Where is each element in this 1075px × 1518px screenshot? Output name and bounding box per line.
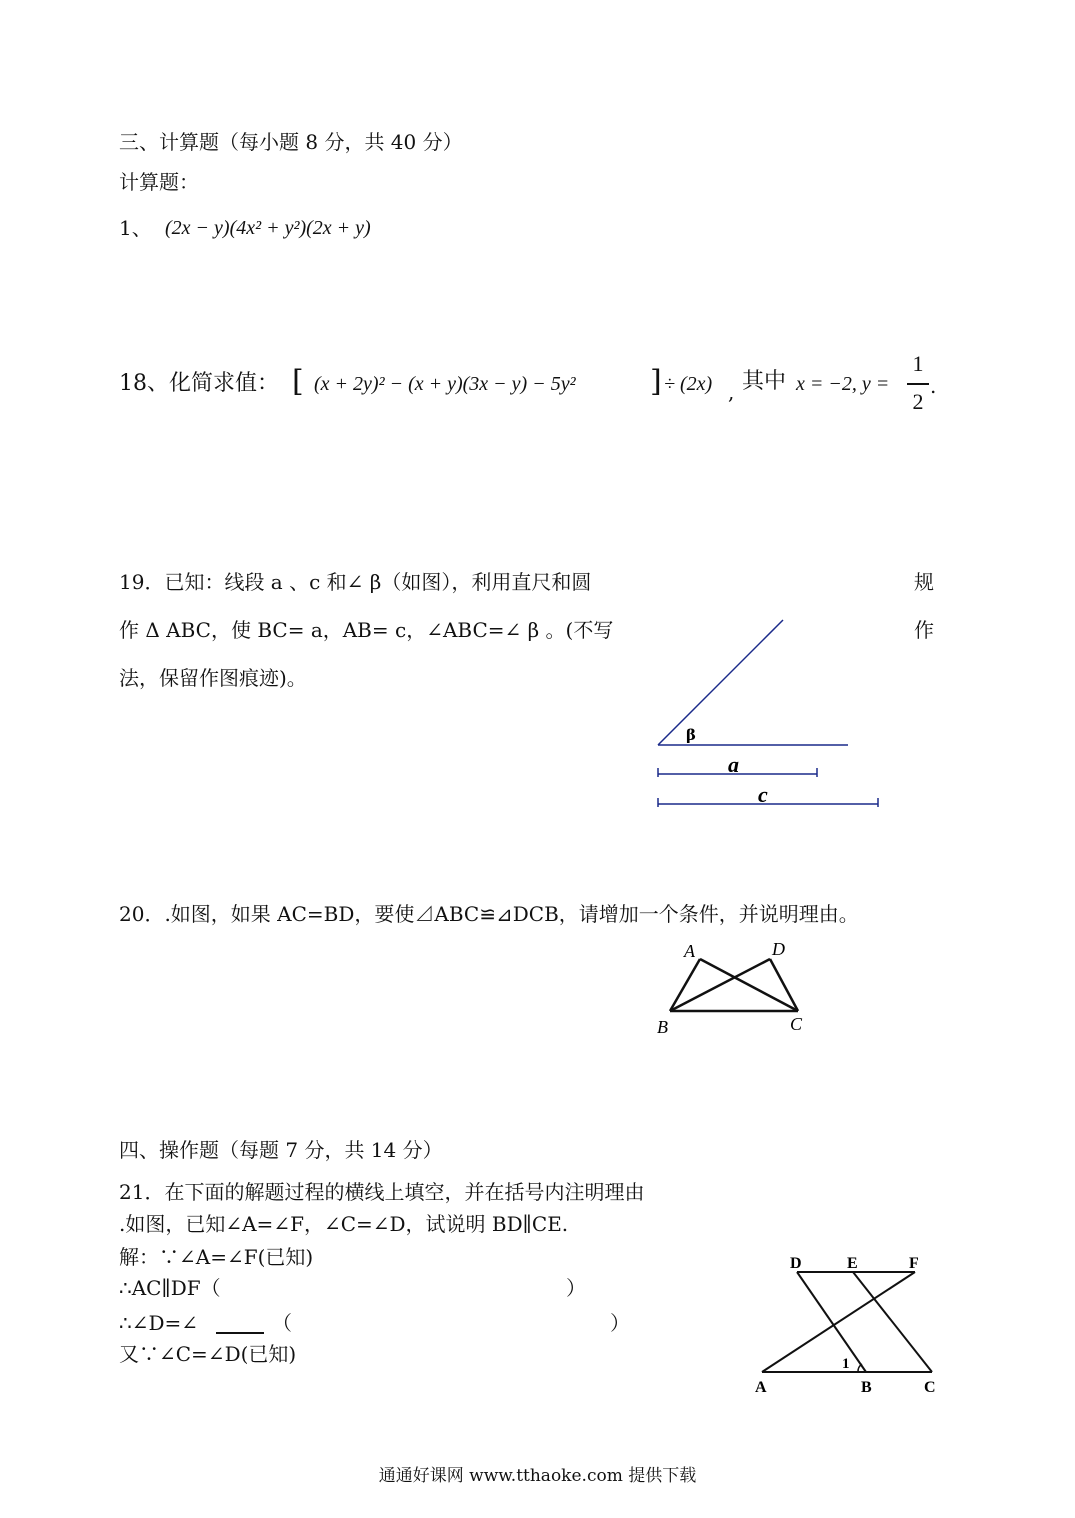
q21-line3: 解：∵∠A=∠F(已知) xyxy=(119,1245,314,1269)
section4-title: 四、操作题（每题 7 分，共 14 分） xyxy=(119,1138,443,1162)
q20-label-A: A xyxy=(684,941,695,961)
q21-label-D: D xyxy=(790,1255,802,1272)
q18-period: . xyxy=(930,374,937,398)
q19-line2: 作 Δ ABC，使 BC= a，AB= c，∠ABC=∠ β 。(不写 xyxy=(119,618,614,642)
q21-label-F: F xyxy=(909,1255,919,1272)
q18-fraction-bar xyxy=(907,383,929,385)
q21-line2: .如图，已知∠A=∠F，∠C=∠D，试说明 BD∥CE. xyxy=(119,1212,569,1236)
q21-label-A: A xyxy=(755,1379,767,1396)
q19-segment-a-label: a xyxy=(728,752,739,777)
q20-text: 20．.如图，如果 AC=BD，要使⊿ABC≌⊿DCB，请增加一个条件，并说明理由。 xyxy=(119,902,859,926)
q18-where: 其中 xyxy=(742,369,787,394)
q21-line4-start: ∴AC∥DF（ xyxy=(119,1276,221,1300)
q18-label: 18、化简求值： xyxy=(119,371,279,396)
q20-label-D: D xyxy=(772,939,785,959)
q19-line1: 19．已知：线段 a 、c 和∠ β（如图），利用直尺和圆 xyxy=(119,570,592,594)
q19-angle-ray xyxy=(658,620,783,745)
q21-angle-1-label: 1 xyxy=(842,1356,850,1372)
q21-line4-end: ） xyxy=(566,1276,586,1300)
q20-label-C: C xyxy=(790,1014,803,1034)
q19-line3: 法，保留作图痕迹)。 xyxy=(119,666,307,690)
q18-bracket-open: [ xyxy=(292,364,304,399)
q19-line1-end: 规 xyxy=(914,570,934,594)
q18-fraction-numerator: 1 xyxy=(912,351,924,376)
q19-segment-c-label: c xyxy=(758,782,768,807)
page-footer: 通通好课网 www.tthaoke.com 提供下载 xyxy=(378,1466,697,1486)
q18-comma: , xyxy=(728,380,735,404)
section3-subtitle: 计算题： xyxy=(119,170,199,194)
q21-figure xyxy=(752,1250,947,1400)
q21-label-C: C xyxy=(924,1379,936,1396)
q21-line5-paren-close: ） xyxy=(610,1311,630,1335)
q21-line5-paren-open: （ xyxy=(272,1311,292,1335)
q19-figure xyxy=(650,615,890,815)
q21-line1: 21．在下面的解题过程的横线上填空，并在括号内注明理由 xyxy=(119,1180,645,1204)
q21-line6: 又∵∠C=∠D(已知) xyxy=(119,1342,297,1366)
q21-label-E: E xyxy=(847,1255,858,1272)
q1-number: 1、 xyxy=(119,216,152,240)
q18-expression: (x + 2y)² − (x + y)(3x − y) − 5y² xyxy=(314,373,576,395)
section3-title: 三、计算题（每小题 8 分，共 40 分） xyxy=(119,130,463,154)
q19-line2-end: 作 xyxy=(914,618,934,642)
q18-fraction-denominator: 2 xyxy=(912,389,924,414)
q21-label-B: B xyxy=(861,1379,872,1396)
q18-bracket-close: ] xyxy=(650,364,662,399)
q20-figure xyxy=(650,935,820,1040)
q1-expression: (2x − y)(4x² + y²)(2x + y) xyxy=(165,217,371,239)
q19-beta-label: β xyxy=(686,726,696,744)
q21-line5-start: ∴∠D=∠ xyxy=(119,1311,199,1335)
q18-divide: ÷ (2x) xyxy=(664,373,713,395)
q20-label-B: B xyxy=(657,1017,668,1037)
q18-condition: x = −2, y = xyxy=(796,373,890,395)
q21-answer-blank[interactable] xyxy=(216,1332,264,1334)
